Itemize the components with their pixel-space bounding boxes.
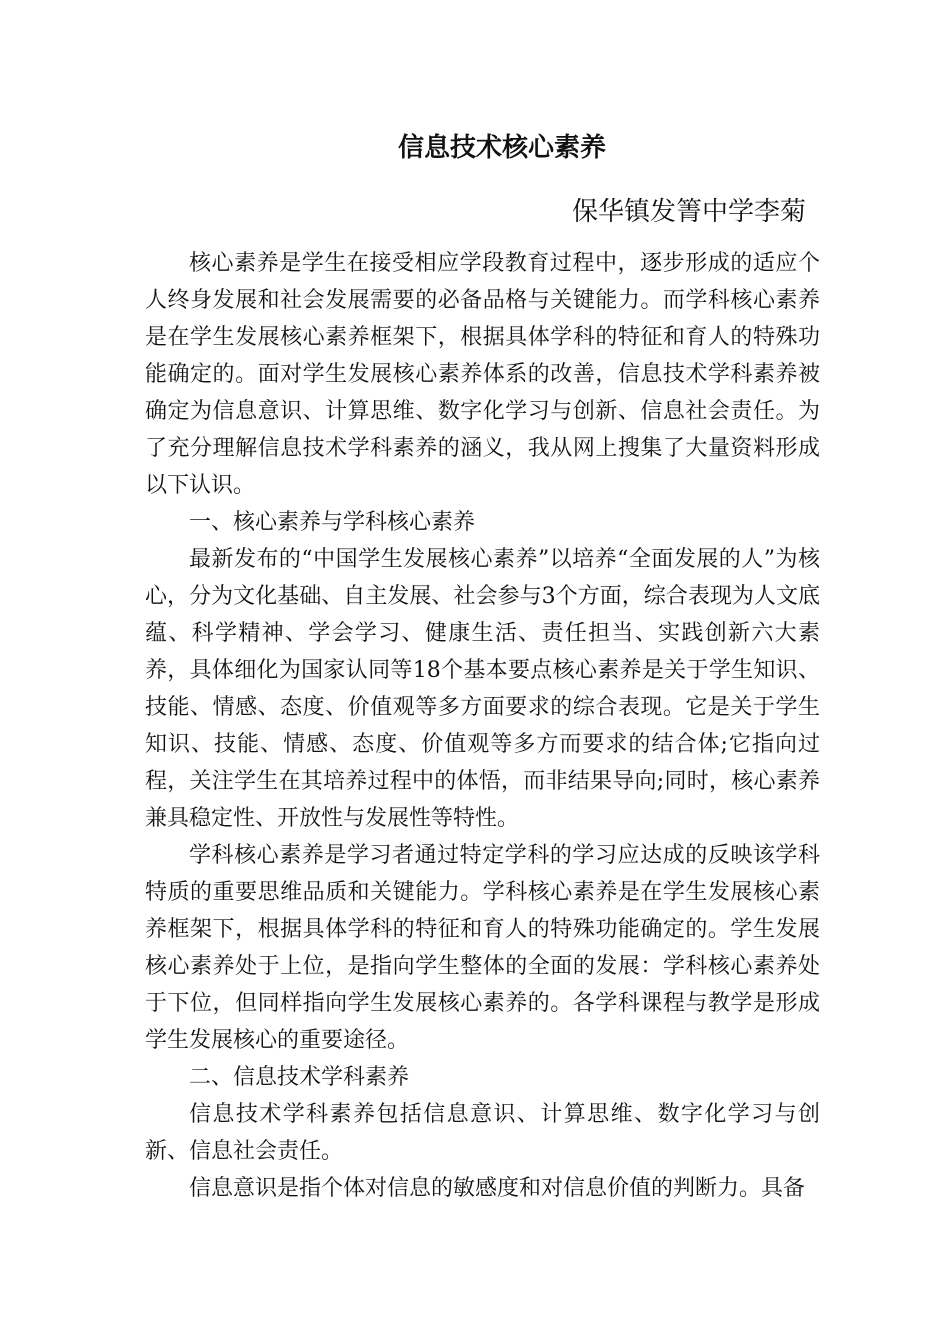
paragraph-core-competency: 最新发布的“中国学生发展核心素养”以培养“全面发展的人”为核心，分为文化基础、自主发展、社会参与3个方面，综合表现为人文底蕴、科学精神、学会学习、健康生活、责任担当、实践创新六大素养，具体细化为国家认同等18个基本要点核心素养是关于学生知识、技能、情感、态度、价值观等多方面要求的综合表现。它是关于学生知识、技能、情感、态度、价值观等多方而要求的结合体;它指向过程，关注学生在其培养过程中的体悟，而非结果导向;同时，核心素养兼具稳定性、开放性与发展性等特性。 xyxy=(145,547,820,831)
document-author: 保华镇发箐中学李菊 xyxy=(571,197,806,227)
paragraph-it-competency: 信息技术学科素养包括信息意识、计算思维、数字化学习与创新、信息社会责任。 xyxy=(145,1102,820,1164)
paragraph-info-awareness: 信息意识是指个体对信息的敏感度和对信息价值的判断力。具备 xyxy=(189,1176,806,1201)
section-heading-1: 一、核心素养与学科核心素养 xyxy=(189,510,476,535)
section-heading-2: 二、信息技术学科素养 xyxy=(189,1065,410,1090)
paragraph-intro: 核心素养是学生在接受相应学段教育过程中，逐步形成的适应个人终身发展和社会发展需要的必备品格与关键能力。而学科核心素养是在学生发展核心素养框架下，根据具体学科的特征和育人的特殊功能确定的。面对学生发展核心素养体系的改善，信息技术学科素养被确定为信息意识、计算思维、数字化学习与创新、信息社会责任。为了充分理解信息技术学科素养的涵义，我从网上搜集了大量资料形成以下认识。 xyxy=(145,251,820,498)
document-body xyxy=(145,245,820,1207)
document-title: 信息技术核心素养 xyxy=(397,133,606,163)
paragraph-subject-competency: 学科核心素养是学习者通过特定学科的学习应达成的反映该学科特质的重要思维品质和关键能力。学科核心素养是在学生发展核心素养框架下，根据具体学科的特征和育人的特殊功能确定的。学生发展核心素养处于上位，是指向学生整体的全面的发展：学科核心素养处于下位，但同样指向学生发展核心素养的。各学科课程与教学是形成学生发展核心的重要途径。 xyxy=(145,843,820,1053)
